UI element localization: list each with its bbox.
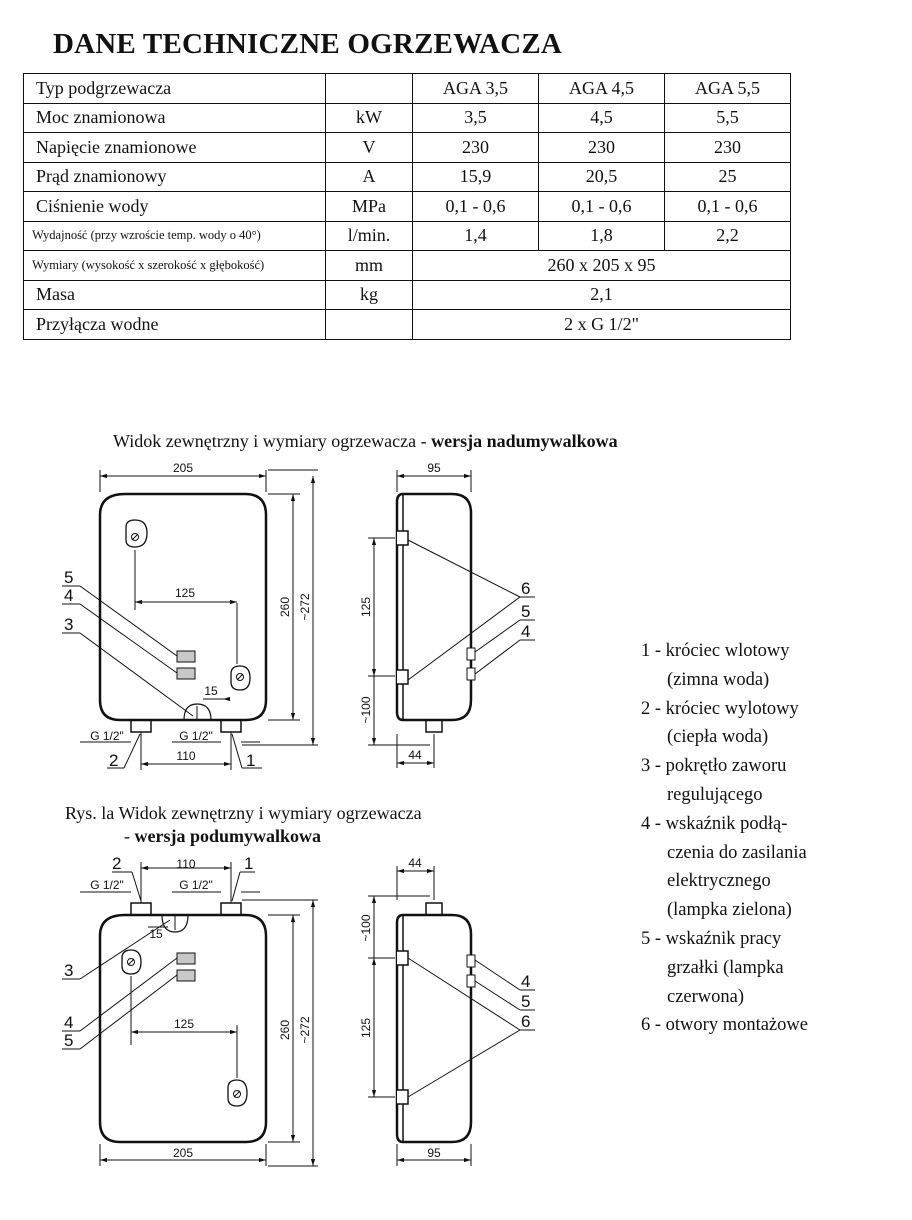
legend-item: 6 - otwory montażowe: [641, 1015, 808, 1036]
callout-bottom-1: 1: [244, 854, 254, 873]
row-label: Napięcie znamionowe: [24, 133, 326, 163]
callout-side-bottom-6: 6: [521, 1012, 531, 1031]
side-view-bottom: [368, 866, 535, 1166]
cell-value-merged: 2 x G 1/2": [413, 310, 791, 340]
side-spacing-top: 125: [359, 596, 373, 618]
cell-value: 20,5: [539, 162, 665, 192]
model-name: AGA 3,5: [413, 74, 539, 104]
cell-value: 230: [665, 133, 791, 163]
row-label: Wydajność (przy wzroście temp. wody o 40°): [24, 221, 326, 251]
page-title: DANE TECHNICZNE OGRZEWACZA: [53, 28, 563, 60]
legend-item-cont: czerwona): [667, 986, 745, 1007]
cell-value: 1,8: [539, 221, 665, 251]
legend-item-cont: elektrycznego: [667, 871, 771, 892]
caption-bottom-version-line2: - wersja podumywalkowa: [124, 826, 322, 846]
legend-item-cont: (lampka zielona): [667, 900, 792, 921]
callout-bottom-5: 5: [64, 1031, 74, 1050]
row-unit: A: [326, 162, 413, 192]
row-label: Wymiary (wysokość x szerokość x głębokość): [24, 251, 326, 281]
side-top-bottom: ~100: [359, 914, 373, 942]
legend-item-cont: (zimna woda): [667, 669, 770, 690]
dim-total-bottom: ~272: [298, 1016, 312, 1044]
row-unit: kW: [326, 103, 413, 133]
side-depth-top: 95: [427, 461, 441, 475]
callout-top-3: 3: [64, 615, 74, 634]
callout-top-4: 4: [64, 586, 74, 605]
callout-side-bottom-4: 4: [521, 972, 531, 991]
row-unit: kg: [326, 280, 413, 310]
callout-top-5: 5: [64, 568, 74, 587]
cell-value: 0,1 - 0,6: [539, 192, 665, 222]
callout-side-top-5: 5: [521, 602, 531, 621]
cell-value: 3,5: [413, 103, 539, 133]
side-pipe-bottom: 44: [408, 856, 422, 870]
cell-value: 25: [665, 162, 791, 192]
legend-item-cont: regulującego: [667, 784, 763, 805]
row-label: Ciśnienie wody: [24, 192, 326, 222]
model-name: AGA 5,5: [665, 74, 791, 104]
dim-inner-bottom: 125: [173, 1017, 195, 1031]
dim-small-bottom: 15: [149, 927, 163, 941]
cell-value-merged: 2,1: [413, 280, 791, 310]
cell-value-merged: 260 x 205 x 95: [413, 251, 791, 281]
cell-value: 5,5: [665, 103, 791, 133]
side-bottom-top: ~100: [359, 696, 373, 724]
caption-bottom-version-line1: Rys. la Widok zewnętrzny i wymiary ogrzewacza: [65, 803, 422, 823]
cell-value: 0,1 - 0,6: [665, 192, 791, 222]
cell-value: 4,5: [539, 103, 665, 133]
pipe-left-bottom: G 1/2": [90, 878, 124, 892]
side-pipe-top: 44: [408, 748, 422, 762]
dim-pipes-top: 110: [176, 749, 196, 763]
callout-bottom-3: 3: [64, 961, 74, 980]
legend-item-cont: czenia do zasilania: [667, 842, 807, 863]
side-view-top: [368, 470, 535, 768]
model-name: AGA 4,5: [539, 74, 665, 104]
row-label: Masa: [24, 280, 326, 310]
callout-side-bottom-5: 5: [521, 992, 531, 1011]
row-unit: l/min.: [326, 221, 413, 251]
dim-width-bottom: 205: [172, 1146, 194, 1160]
legend-item-cont: (ciepła woda): [667, 727, 769, 748]
cell-value: 0,1 - 0,6: [413, 192, 539, 222]
cell-value: 230: [413, 133, 539, 163]
callout-top-2: 2: [109, 751, 119, 770]
cell-value: 2,2: [665, 221, 791, 251]
caption-top-version: Widok zewnętrzny i wymiary ogrzewacza - wersja nadumywalkowa: [113, 431, 618, 451]
legend-item-cont: grzałki (lampka: [667, 957, 784, 978]
legend-item: 3 - pokrętło zaworu: [641, 756, 787, 777]
cell-value: 1,4: [413, 221, 539, 251]
callout-side-top-4: 4: [521, 622, 531, 641]
dim-width-top: 205: [172, 461, 194, 475]
front-view-top: [62, 470, 318, 770]
dim-pipes-bottom: 110: [176, 857, 196, 871]
legend-item: 1 - króciec wlotowy: [641, 641, 790, 661]
row-label: Prąd znamionowy: [24, 162, 326, 192]
legend-item: 4 - wskaźnik podłą-: [641, 813, 788, 834]
side-spacing-bottom: 125: [359, 1017, 373, 1039]
row-label: Przyłącza wodne: [24, 310, 326, 340]
row-unit: V: [326, 133, 413, 163]
row-label: Moc znamionowa: [24, 103, 326, 133]
cell-value: 15,9: [413, 162, 539, 192]
row-label: Typ podgrzewacza: [24, 74, 326, 104]
pipe-right-top: G 1/2": [179, 729, 213, 743]
pipe-right-bottom: G 1/2": [179, 878, 213, 892]
dim-height-top: 260: [278, 596, 292, 618]
callout-top-1: 1: [246, 751, 256, 770]
callout-bottom-4: 4: [64, 1013, 74, 1032]
dim-small-top: 15: [204, 684, 218, 698]
pipe-left-top: G 1/2": [90, 729, 124, 743]
callout-bottom-2: 2: [112, 854, 122, 873]
row-unit: mm: [326, 251, 413, 281]
legend-item: 2 - króciec wylotowy: [641, 698, 799, 719]
dim-inner-top: 125: [174, 586, 196, 600]
callout-side-top-6: 6: [521, 579, 531, 598]
legend-item: 5 - wskaźnik pracy: [641, 928, 782, 949]
side-depth-bottom: 95: [427, 1146, 441, 1160]
front-view-bottom: [62, 862, 318, 1166]
dim-height-bottom: 260: [278, 1019, 292, 1041]
dim-total-top: ~272: [298, 593, 312, 621]
row-unit: MPa: [326, 192, 413, 222]
cell-value: 230: [539, 133, 665, 163]
